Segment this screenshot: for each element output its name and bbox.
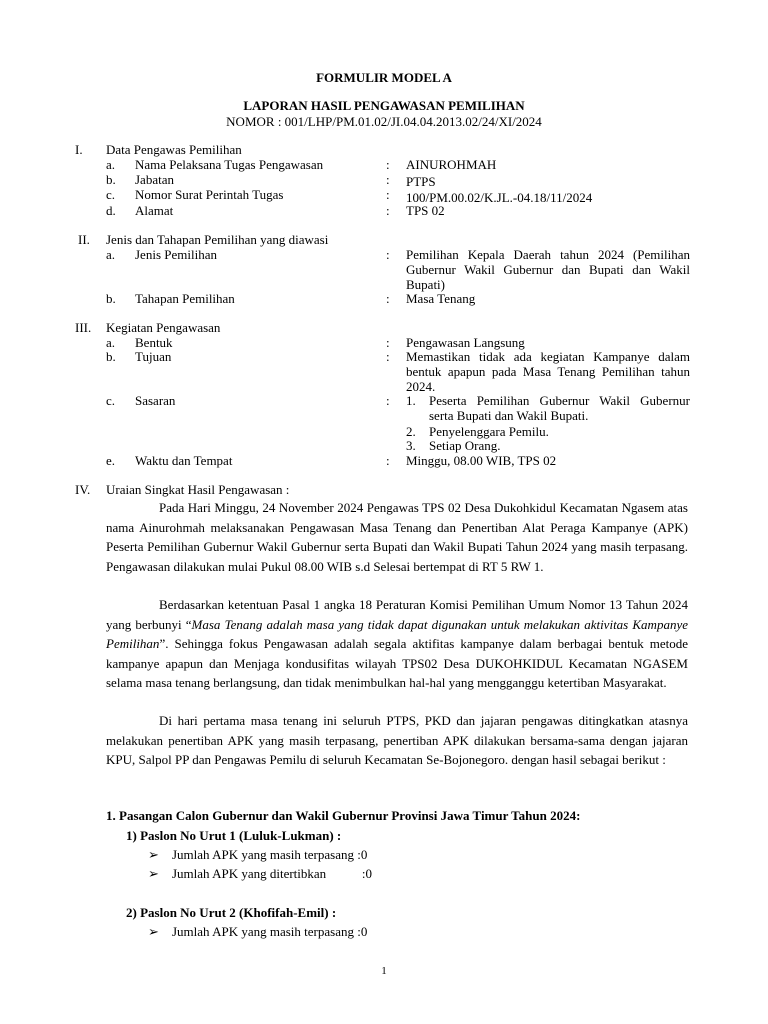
field-value: TPS 02: [406, 203, 445, 218]
section-number: III.: [75, 320, 92, 335]
field-row: [0, 247, 768, 292]
field-row: [0, 349, 768, 394]
report-number: NOMOR : 001/LHP/PM.01.02/JI.04.04.2013.02/24/XI/2024: [226, 114, 542, 129]
apk-count-line: Jumlah APK yang ditertibkan :0: [172, 866, 373, 881]
field-row: [0, 453, 768, 468]
section-heading: Data Pengawas Pemilihan: [106, 142, 242, 157]
paragraph-text: ”. Sehingga fokus Pengawasan adalah segala aktifitas kampanye dalam berbagai bentuk metode kampanye apapun dan Menjaga kondusifitas wilayah TPS02 Desa DUKOHKIDUL Kecamatan NGASEM selama masa tenang berlangsung, dan tidak menimbulkan hal-hal yang mengganggu ketertiban Masyarakat.: [106, 636, 688, 691]
field-label: Tujuan: [135, 349, 172, 364]
quote-text: Masa Tenang adalah masa yang tidak dapat digunakan untuk melakukan aktivitas Kampanye Pemilihan: [106, 616, 688, 652]
field-value: Minggu, 08.00 WIB, TPS 02: [406, 453, 557, 468]
field-label: Jenis Pemilihan: [135, 247, 217, 262]
field-letter: a.: [106, 335, 116, 350]
field-row: [0, 335, 768, 350]
field-value: PTPS: [406, 174, 436, 189]
report-title: LAPORAN HASIL PENGAWASAN PEMILIHAN: [243, 98, 525, 113]
section-1-heading-row: [0, 142, 768, 157]
section-3-heading-row: [0, 320, 768, 335]
field-value: Pengawasan Langsung: [406, 335, 525, 350]
field-row: [0, 203, 768, 218]
section-heading: Kegiatan Pengawasan: [106, 320, 221, 335]
field-letter: a.: [106, 247, 116, 262]
field-letter: c.: [106, 393, 116, 408]
field-colon: :: [386, 247, 390, 262]
list-item: Setiap Orang.: [429, 438, 501, 453]
field-row: [0, 172, 768, 187]
apk-count-line: Jumlah APK yang masih terpasang :0: [172, 924, 368, 939]
section-4-heading-row: [0, 482, 768, 497]
list-number: 1.: [406, 393, 416, 408]
field-label: Alamat: [135, 203, 174, 218]
field-label: Tahapan Pemilihan: [135, 291, 235, 306]
field-letter: b.: [106, 172, 116, 187]
field-colon: :: [386, 453, 390, 468]
results-heading: 1. Pasangan Calon Gubernur dan Wakil Gubernur Provinsi Jawa Timur Tahun 2024:: [106, 808, 581, 823]
paragraph: [106, 595, 688, 693]
field-letter: c.: [106, 187, 116, 202]
list-item: Peserta Pemilihan Gubernur Wakil Gubernur serta Bupati dan Wakil Bupati.: [429, 393, 690, 423]
paragraph: [106, 498, 688, 576]
paslon-heading: 2) Paslon No Urut 2 (Khofifah-Emil) :: [126, 905, 337, 920]
section-heading: Uraian Singkat Hasil Pengawasan :: [106, 482, 290, 497]
field-colon: :: [386, 349, 390, 364]
field-colon: :: [386, 203, 390, 218]
section-heading: Jenis dan Tahapan Pemilihan yang diawasi: [106, 232, 329, 247]
field-value: Pemilihan Kepala Daerah tahun 2024 (Pemilihan Gubernur Wakil Gubernur dan Bupati dan Wakil Bupati): [406, 247, 690, 292]
field-colon: :: [386, 187, 390, 202]
form-title: FORMULIR MODEL A: [316, 70, 452, 85]
arrow-bullet-icon: ➢: [148, 924, 159, 939]
field-letter: e.: [106, 453, 116, 468]
field-colon: :: [386, 172, 390, 187]
field-row: [0, 393, 768, 453]
section-number: IV.: [75, 482, 91, 497]
section-2-heading-row: [0, 232, 768, 247]
field-colon: :: [386, 335, 390, 350]
page-number: 1: [381, 965, 387, 977]
paragraph: [106, 711, 688, 770]
field-colon: :: [386, 157, 390, 172]
field-label: Nomor Surat Perintah Tugas: [135, 187, 284, 202]
section-number: II.: [78, 232, 90, 247]
apk-count-line: Jumlah APK yang masih terpasang :0: [172, 847, 368, 862]
field-row: [0, 187, 768, 205]
field-row: [0, 291, 768, 306]
paragraph-text: Di hari pertama masa tenang ini seluruh PTPS, PKD dan jajaran pengawas ditingkatkan atasnya melakukan penertiban APK yang masih terpasang, penertiban APK dilakukan bersama-sama dengan jajaran KPU, Salpol PP dan Pengawas Pemilu di seluruh Kecamatan Se-Bojonegoro. dengan hasil sebagai berikut :: [106, 713, 688, 768]
paslon-heading: 1) Paslon No Urut 1 (Luluk-Lukman) :: [126, 828, 342, 843]
field-value: Masa Tenang: [406, 291, 476, 306]
field-letter: b.: [106, 349, 116, 364]
field-label: Jabatan: [135, 172, 174, 187]
field-colon: :: [386, 291, 390, 306]
field-letter: a.: [106, 157, 116, 172]
list-number: 3.: [406, 438, 416, 453]
field-value: 100/PM.00.02/K.JL.-04.18/11/2024: [406, 190, 593, 205]
arrow-bullet-icon: ➢: [148, 866, 159, 881]
paragraph-text: Pada Hari Minggu, 24 November 2024 Pengawas TPS 02 Desa Dukohkidul Kecamatan Ngasem atas nama Ainurohmah melaksanakan Pengawasan Masa Tenang dan Penertiban Alat Peraga Kampanye (APK) Peserta Pemilihan Gubernur Wakil Gubernur serta Bupati dan Wakil Bupati Tahun 2024 yang masih terpasang. Pengawasan dilakukan mulai Pukul 08.00 WIB s.d Selesai bertempat di RT 5 RW 1.: [106, 500, 688, 574]
field-value: Memastikan tidak ada kegiatan Kampanye dalam bentuk apapun pada Masa Tenang Pemilihan tahun 2024.: [406, 349, 690, 394]
paragraph-text: Berdasarkan ketentuan Pasal 1 angka 18 Peraturan Komisi Pemilihan Umum Nomor 13 Tahun 2024 yang berbunyi “: [106, 597, 688, 632]
section-number: I.: [75, 142, 83, 157]
field-letter: d.: [106, 203, 116, 218]
list-item: Penyelenggara Pemilu.: [429, 424, 549, 439]
field-colon: :: [386, 393, 390, 408]
field-letter: b.: [106, 291, 116, 306]
field-value: AINUROHMAH: [406, 157, 497, 172]
field-label: Nama Pelaksana Tugas Pengawasan: [135, 157, 324, 172]
field-label: Waktu dan Tempat: [135, 453, 233, 468]
list-number: 2.: [406, 424, 416, 439]
field-row: [0, 157, 768, 172]
arrow-bullet-icon: ➢: [148, 847, 159, 862]
field-label: Bentuk: [135, 335, 173, 350]
field-label: Sasaran: [135, 393, 176, 408]
